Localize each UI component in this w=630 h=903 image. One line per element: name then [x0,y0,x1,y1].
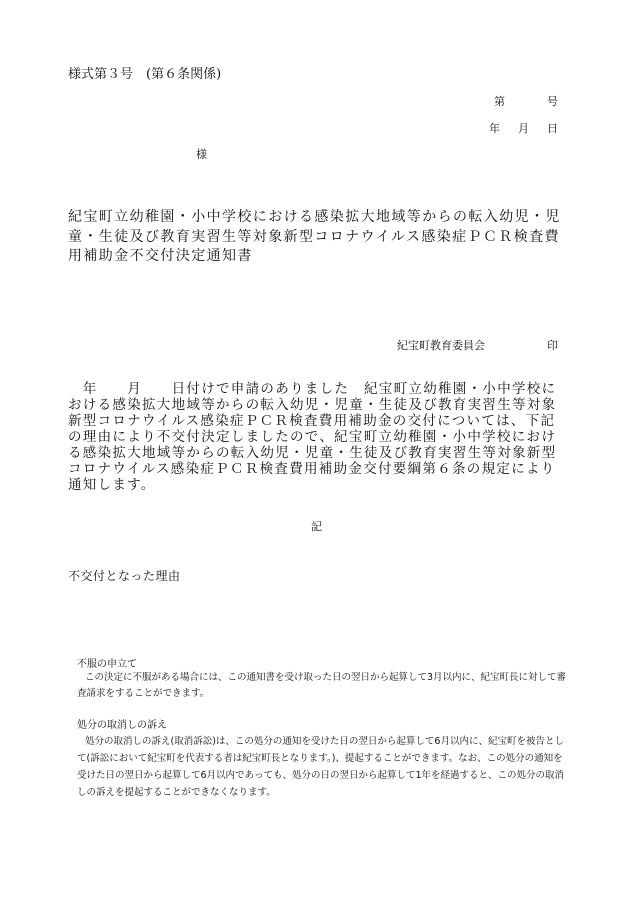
document-title: 紀宝町立幼稚園・小中学校における感染拡大地域等からの転入幼児・児童・生徒及び教育実習生等対象新型コロナウイルス感染症ＰＣＲ検査費用補助金不交付決定通知書 [68,209,561,264]
appeal-text: この決定に不服がある場合には、この通知書を受け取った日の翌日から起算して3月以内に、紀宝町長に対して審査請求をすることができます。 [77,672,567,699]
document-number-suffix: 号 [547,95,558,108]
addressee: 様 [196,148,207,161]
suit-heading: 処分の取消しの訴え [77,720,167,731]
document-date [489,120,558,136]
ki-heading: 記 [311,520,322,533]
date-month: 月 [518,122,529,135]
date-day: 日 [547,122,558,135]
document-number [494,93,558,109]
suit-text: 処分の取消しの訴え(取消訴訟)は、この処分の通知を受けた日の翌日から起算して6月以内に、紀宝町を被告として(訴訟において紀宝町を代表する者は紀宝町長となります。)、提起することができます。なお、この処分の通知を受けた日の翌日から起算して6月以内であっても、処分の日の翌日から起算して1年を経過すると、この処分の取消しの訴えを提起することができなくなります。 [77,736,564,798]
form-label: 様式第３号 (第６条関係) [68,67,222,82]
reason-heading: 不交付となった理由 [68,569,181,583]
issuer-name: 紀宝町教育委員会 [397,339,485,352]
appeal-heading: 不服の申立て [77,659,137,670]
notice-body: 年 月 日付けで申請のありました 紀宝町立幼稚園・小中学校における感染拡大地域等からの転入幼児・児童・生徒及び教育実習生等対象新型コロナウイルス感染症ＰＣＲ検査費用補助金の交付については、下記の理由により不交付決定しましたので、紀宝町立幼稚園・小中学校における感染拡大地域等からの転入幼児・児童・生徒及び教育実習生等対象新型コロナウイルス感染症ＰＣＲ検査費用補助金交付要綱第６条の規定により通知します。 [68,381,557,493]
issuer [397,337,558,353]
date-year: 年 [489,122,500,135]
document-number-prefix: 第 [494,95,505,108]
seal-mark: 印 [547,339,558,352]
